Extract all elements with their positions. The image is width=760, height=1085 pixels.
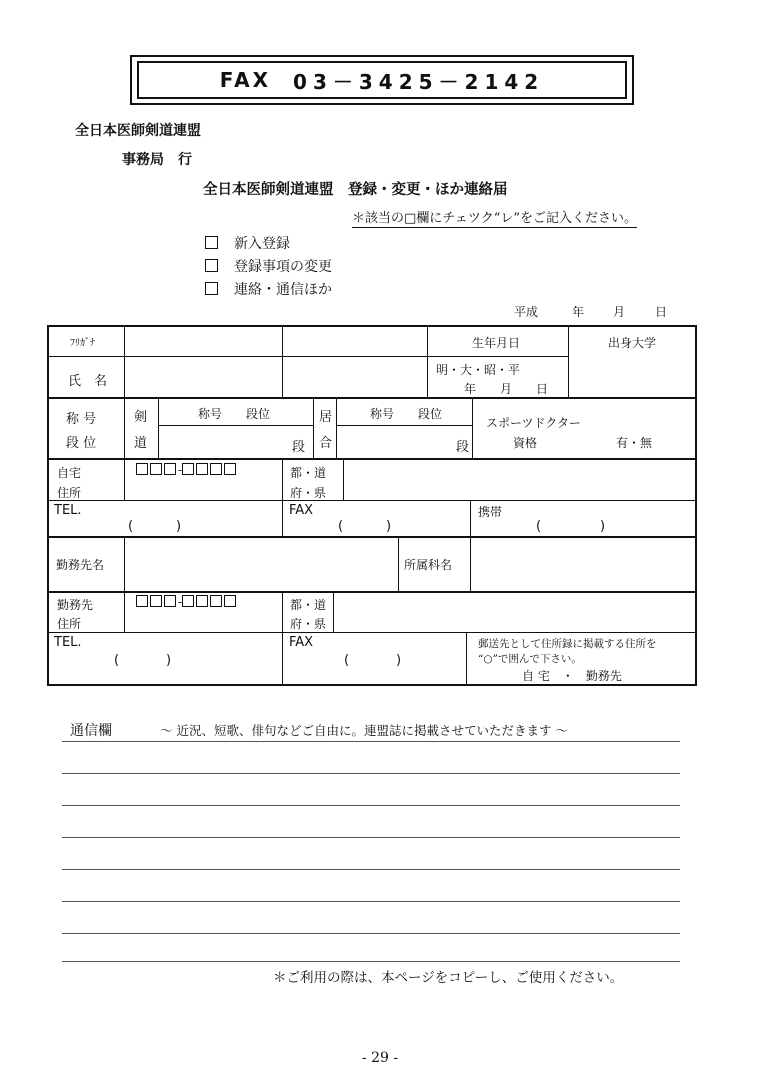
checkbox-label: 新入登録 [234,236,290,252]
qualification-label: 資格 [513,436,538,450]
checkbox-contact[interactable] [205,279,332,299]
iai-label-1: 居 [319,410,333,425]
mobile-paren-close: ) [600,519,606,534]
kendo-dan: 段 [292,440,306,455]
date-day: 日 [655,305,668,319]
date-year: 年 [572,305,585,319]
sports-doctor-label: スポーツドクター [486,416,582,430]
birth-eras: 明・大・昭・平 [436,363,521,377]
page-number: - 29 - [361,1050,399,1066]
comm-label: 通信欄 [70,723,112,739]
mail-destination-choice[interactable]: 自 宅 ・ 勤務先 [522,669,622,683]
title-rank-label-1: 称 号 [66,412,97,427]
kendo-label-1: 剣 [134,410,148,425]
work-tel-label: TEL. [54,635,82,650]
home-fax-paren-open: ( [338,519,344,534]
home-pref-label-1: 都・道 [290,466,327,480]
iai-dan: 段 [456,440,470,455]
postal-dash: - [178,463,183,477]
form-title: 全日本医師剣道連盟 登録・変更・ほか連絡届 [203,181,508,198]
university-label: 出身大学 [608,336,657,350]
workplace-name-label: 勤務先名 [56,558,105,572]
home-fax-label: FAX [289,503,314,518]
checkbox-label: 連絡・通信ほか [234,282,332,298]
title-rank-label-2: 段 位 [66,436,97,451]
fax-label: FAX [219,68,272,92]
name-label: 氏 名 [68,374,108,389]
work-tel-paren-close: ) [166,653,172,668]
work-fax-paren-close: ) [396,653,402,668]
postal-dash: - [178,595,183,609]
work-pref-label-2: 府・県 [290,617,327,631]
work-address-label-1: 勤務先 [57,598,94,612]
work-fax-label: FAX [289,635,314,650]
checkbox-new-registration[interactable] [205,233,290,253]
mobile-label: 携帯 [478,505,503,519]
home-fax-paren-close: ) [386,519,392,534]
yes-no-choice[interactable]: 有・無 [616,436,653,450]
comm-note: ～ 近況、短歌、俳句などご自由に。連盟誌に掲載させていただきます ～ [160,723,568,738]
home-pref-label-2: 府・県 [290,486,327,500]
home-tel-label: TEL. [54,503,82,518]
department-label: 所属科名 [404,558,453,572]
addressee-office: 事務局 行 [122,152,192,168]
mobile-paren-open: ( [536,519,542,534]
date-era: 平成 [514,305,539,319]
checkbox-change-registration[interactable] [205,256,332,276]
addressee-org: 全日本医師剣道連盟 [75,123,201,139]
home-postal-code-boxes[interactable] [136,463,238,477]
home-address-label-2: 住所 [57,486,82,500]
work-tel-paren-open: ( [114,653,120,668]
kendo-title-rank-header: 称号 段位 [198,407,271,421]
instruction-note: ＊該当の□欄にチェツク“レ”をご記入ください。 [352,207,637,228]
furigana-label: ﾌﾘｶﾞﾅ [70,338,95,349]
home-tel-paren-open: ( [128,519,134,534]
fax-header [137,61,627,99]
date-month: 月 [613,305,626,319]
birth-ymd: 年 月 日 [464,382,549,396]
mail-note-2: “○”で囲んで下さい。 [478,653,582,665]
checkbox-box[interactable] [205,282,218,295]
work-pref-label-1: 都・道 [290,598,327,612]
name-field[interactable] [126,358,281,396]
iai-label-2: 合 [319,436,333,451]
home-address-label-1: 自宅 [57,466,82,480]
checkbox-box[interactable] [205,259,218,272]
work-address-label-2: 住所 [57,617,82,631]
mail-note-1: 郵送先として住所録に掲載する住所を [478,638,657,650]
footer-note: ＊ご利用の際は、本ページをコピーし、ご使用ください。 [273,970,624,986]
checkbox-label: 登録事項の変更 [234,259,332,275]
birth-date-label: 生年月日 [472,336,521,350]
work-postal-code-boxes[interactable] [136,595,238,609]
fax-number: 03－3425－2142 [293,69,545,94]
checkbox-box[interactable] [205,236,218,249]
iai-title-rank-header: 称号 段位 [370,407,443,421]
kendo-label-2: 道 [134,436,148,451]
home-tel-paren-close: ) [176,519,182,534]
furigana-field[interactable] [126,330,281,355]
work-fax-paren-open: ( [344,653,350,668]
